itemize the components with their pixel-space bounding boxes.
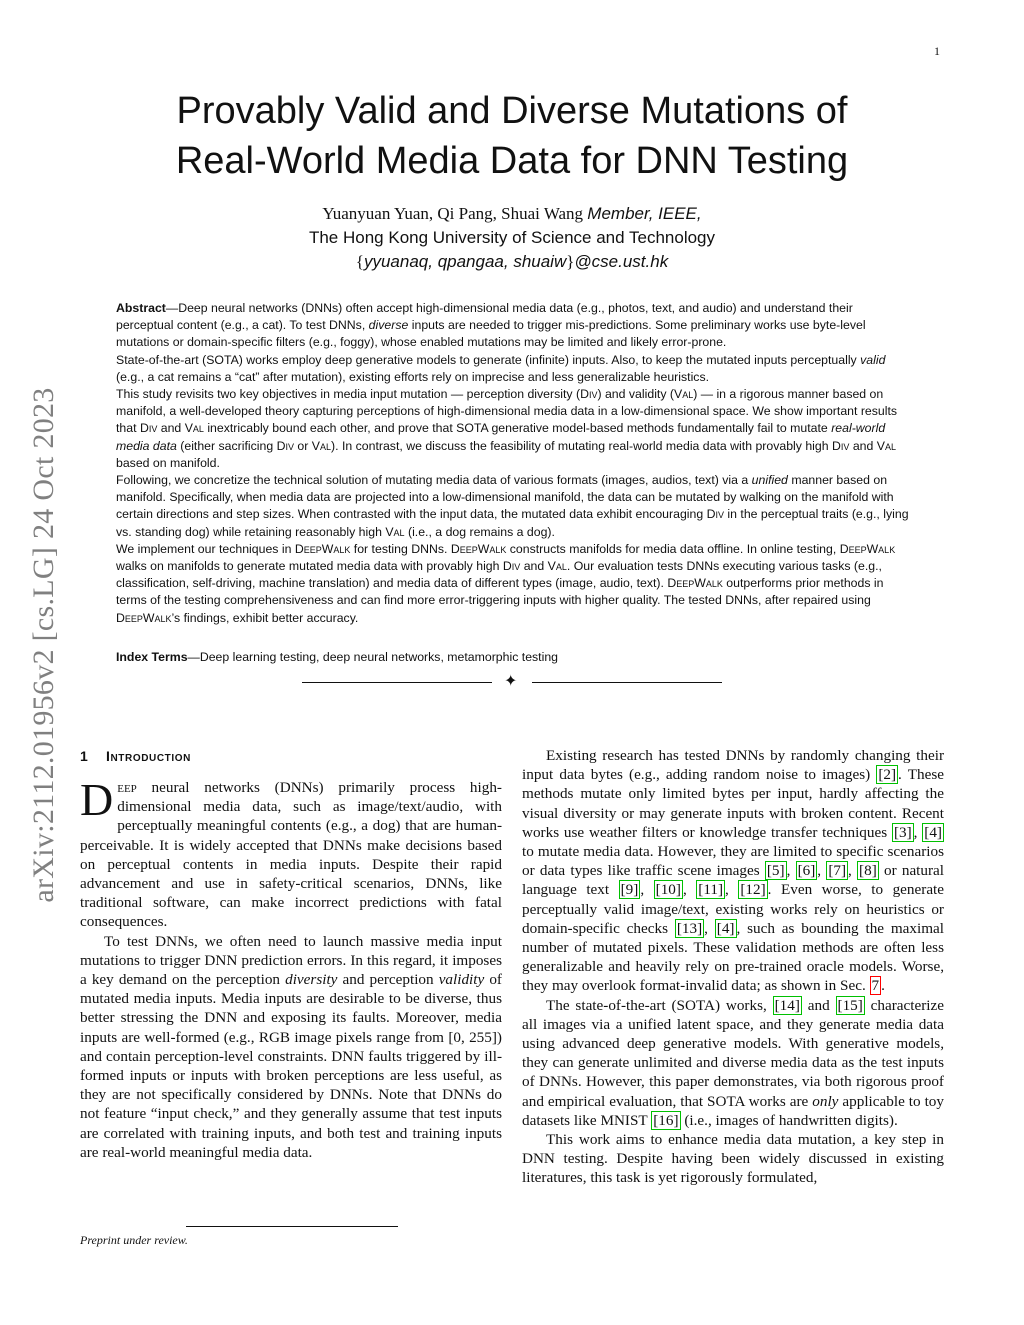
citation-link[interactable]: [3] bbox=[893, 823, 912, 841]
citation-link[interactable]: [9] bbox=[620, 881, 639, 899]
title-line-2: Real-World Media Data for DNN Testing bbox=[175, 140, 849, 182]
left-column-text bbox=[80, 774, 502, 1162]
abstract-paragraph: State-of-the-art (SOTA) works employ deep generative models to generate (infinite) inputs. Also, to keep the mutated inputs perceptually valid (e.g., a cat remains a “cat” after mutation), existing efforts rely on imprecise and less generalizable heuristics. bbox=[116, 352, 886, 384]
page-number: 1 bbox=[934, 44, 940, 58]
email-brace-close: } bbox=[566, 252, 575, 271]
div-term: Div bbox=[706, 507, 724, 522]
author-membership: Member, IEEE, bbox=[587, 204, 702, 223]
citation-link[interactable]: [10] bbox=[655, 881, 681, 899]
paper-title bbox=[60, 86, 964, 186]
index-terms-text: —Deep learning testing, deep neural networks, metamorphic testing bbox=[187, 650, 559, 664]
abstract-paragraph: Abstract—Deep neural networks (DNNs) often accept high-dimensional media data (e.g., photos, text, and audio) and understand their perceptual content (e.g., a cat). To test DNNs, diverse inputs are needed to trigger mis-predictions. Some preliminary works use byte-level mutations or domain-specific filters (e.g., foggy), whose enabled mutations may be limited and likely error-prone. bbox=[116, 301, 866, 350]
section-heading bbox=[80, 746, 502, 766]
intro-paragraph: Existing research has tested DNNs by randomly changing their input data bytes (e.g., adding random noise to images) [2] . These methods mutate only limited bytes per input, hardly affecting the visual diversity or may generate inputs with broken content. Recent works use weather filters or knowledge transfer techniques [3] , [4] to mutate media data. However, they are limited to specific scenarios or data types like traffic scene images [5] , [6] , [7] , [8] or natural language text [9] , [10] , [11] , [12] . Even worse, to generate perceptually valid image/text, existing works rely on heuristics or domain-specific checks [13] , [4] , such as bounding the maximal number of mutated pixels. These validation methods are often less generalizable and heavily rely on pre-trained oracle models. Worse, they may overlook format-invalid data; as shown in Sec. 7 . bbox=[522, 747, 945, 995]
left-column bbox=[80, 746, 502, 1162]
tool-name: DeepWalk bbox=[294, 541, 351, 556]
abstract-label: Abstract bbox=[116, 301, 166, 315]
citation-link[interactable]: [13] bbox=[676, 919, 703, 937]
index-terms bbox=[116, 649, 910, 666]
citation-link[interactable]: [2] bbox=[878, 766, 897, 784]
val-term: Val bbox=[674, 387, 694, 402]
footnote: Preprint under review. bbox=[80, 1233, 188, 1247]
title-line-1: Provably Valid and Diverse Mutations of bbox=[176, 90, 848, 132]
citation-link[interactable]: [15] bbox=[837, 996, 863, 1014]
div-term: Div bbox=[276, 438, 295, 453]
citation-link[interactable]: [11] bbox=[698, 881, 724, 899]
div-term: Div bbox=[139, 421, 158, 436]
citation-link[interactable]: [4] bbox=[716, 919, 735, 937]
abstract-paragraph: This study revisits two key objectives in media input mutation — perception diversity (Div) and validity (Val) — in a rigorous manner based on manifold, a well-developed theory capturing perceptions of high-dimensional media data in a low-dimensional space. We show important results that Div and Val inextricably bound each other, and prove that SOTA generative model-based methods fundamentally fail to mutate real-world media data (either sacrificing Div or Val). In contrast, we discuss the feasibility of mutating real-world media data with provably high Div and Val based on manifold. bbox=[116, 387, 898, 470]
email-users: yyuanaq, qpangaa, shuaiw bbox=[363, 252, 567, 271]
author-names: Yuanyuan Yuan, Qi Pang, Shuai Wang bbox=[322, 204, 584, 223]
section-title: Introduction bbox=[106, 748, 191, 764]
index-terms-label: Index Terms bbox=[116, 650, 188, 664]
tool-name: DeepWalk bbox=[667, 576, 723, 591]
divider-rule-left bbox=[302, 682, 492, 683]
citation-link[interactable]: [14] bbox=[774, 996, 800, 1014]
abstract-paragraph: We implement our techniques in DeepWalk for testing DNNs. DeepWalk constructs manifolds for media data offline. In online testing, DeepWalk walks on manifolds to generate mutated media data with provably high Div and Val. Our evaluation tests DNNs executing various tasks (e.g., classification, self-driving, machine translation) and media data of different types (image, audio, text). DeepWalk outperforms prior methods in terms of the testing comprehensiveness and can find more error-triggering inputs with higher quality. The tested DNNs, after repaired using DeepWalk’s findings, exhibit better accuracy. bbox=[116, 541, 896, 625]
val-term: Val bbox=[311, 438, 332, 453]
abstract-paragraph: Following, we concretize the technical solution of mutating media data of various formats (images, audios, text) via a unified manner based on manifold. Specifically, when media data are projected into a low-dimensional manifold, the data can be mutated by walking on the manifold with certain directions and step sizes. When contrasted with the input data, the mutated data exhibit encouraging Div in the perceptual traits (e.g., lying vs. standing dog) while retaining reasonably high Val (i.e., a dog remains a dog). bbox=[116, 473, 909, 539]
tool-name: DeepWalk bbox=[450, 541, 507, 556]
citation-link[interactable]: [7] bbox=[828, 862, 847, 880]
right-column-text bbox=[522, 746, 944, 1188]
abstract bbox=[116, 300, 910, 627]
right-column bbox=[522, 746, 944, 1188]
section-divider bbox=[302, 675, 722, 691]
citation-link[interactable]: [12] bbox=[740, 881, 766, 899]
val-term: Val bbox=[385, 524, 405, 539]
email-brace-open: { bbox=[355, 252, 364, 271]
divider-diamond-icon: ✦ bbox=[504, 673, 518, 690]
citation-link[interactable]: [8] bbox=[859, 862, 877, 880]
intro-paragraph: This work aims to enhance media data mutation, a key step in DNN testing. Despite having been widely discussed in existing literatures, this task is yet rigorously formulated, bbox=[522, 1131, 944, 1187]
author-affiliation: The Hong Kong University of Science and Technology bbox=[308, 228, 716, 247]
arxiv-identifier-stamp[interactable]: arXiv:2112.01956v2 [cs.LG] 24 Oct 2023 bbox=[27, 387, 60, 903]
citation-link[interactable]: [5] bbox=[766, 862, 785, 880]
citation-link[interactable]: [6] bbox=[797, 862, 816, 880]
drop-cap: D bbox=[80, 774, 114, 825]
div-term: Div bbox=[832, 438, 850, 453]
citation-link[interactable]: [4] bbox=[924, 823, 942, 841]
intro-paragraph: Deep neural networks (DNNs) primarily process high-dimensional media data, such as image/text/audio, with perceptually meaningful contents (e.g., a dog) that are human-perceivable. It is widely accepted that DNNs make decisions based on perceptual contents in media inputs. Despite their rapid advancement and use in safety-critical scenarios, DNNs, like traditional software, can make incorrect predictions with fatal consequences. bbox=[80, 774, 502, 931]
citation-link[interactable]: [16] bbox=[653, 1111, 679, 1129]
intro-paragraph: The state-of-the-art (SOTA) works, [14] and [15] characterize all images via a unified latent space, and they generate media data using advanced deep generative models. With generative models, they can generate unlimited and diverse media data as the test inputs of DNNs. However, this paper demonstrates, via both rigorous proof and empirical evaluation, that SOTA works are only applicable to toy datasets like MNIST [16] (i.e., images of handwritten digits). bbox=[522, 996, 944, 1129]
div-term: Div bbox=[502, 559, 521, 574]
footnote-rule bbox=[186, 1226, 398, 1227]
val-term: Val bbox=[184, 421, 204, 436]
div-term: Div bbox=[580, 387, 598, 402]
section-reference-link[interactable]: 7 bbox=[871, 977, 880, 995]
tool-name: DeepWalk bbox=[116, 610, 172, 625]
divider-rule-right bbox=[532, 682, 722, 683]
author-emails[interactable] bbox=[60, 250, 964, 274]
val-term: Val bbox=[547, 559, 567, 574]
val-term: Val bbox=[876, 438, 896, 453]
section-number: 1 bbox=[80, 748, 89, 764]
tool-name: DeepWalk bbox=[839, 541, 896, 556]
intro-paragraph: To test DNNs, we often need to launch massive media input mutations to trigger DNN prediction errors. In this regard, it imposes a key demand on the perception diversity and perception validity of mutated media inputs. Media inputs are desirable to be diverse, thus better stressing the DNN and exposing its faults. Moreover, media inputs are well-formed (e.g., RGB image pixels range from [0, 255]) and contain perception-level constraints. DNN faults triggered by ill-formed inputs or inputs with broken perceptions are less useful, as they are not specifically considered by DNNs. Note that DNNs do not feature “input check,” and they generally assume that test inputs are correlated with training inputs, and both test and training inputs are real-world meaningful media data. bbox=[80, 932, 502, 1161]
author-block bbox=[60, 202, 964, 274]
email-domain: @cse.ust.hk bbox=[574, 252, 669, 271]
